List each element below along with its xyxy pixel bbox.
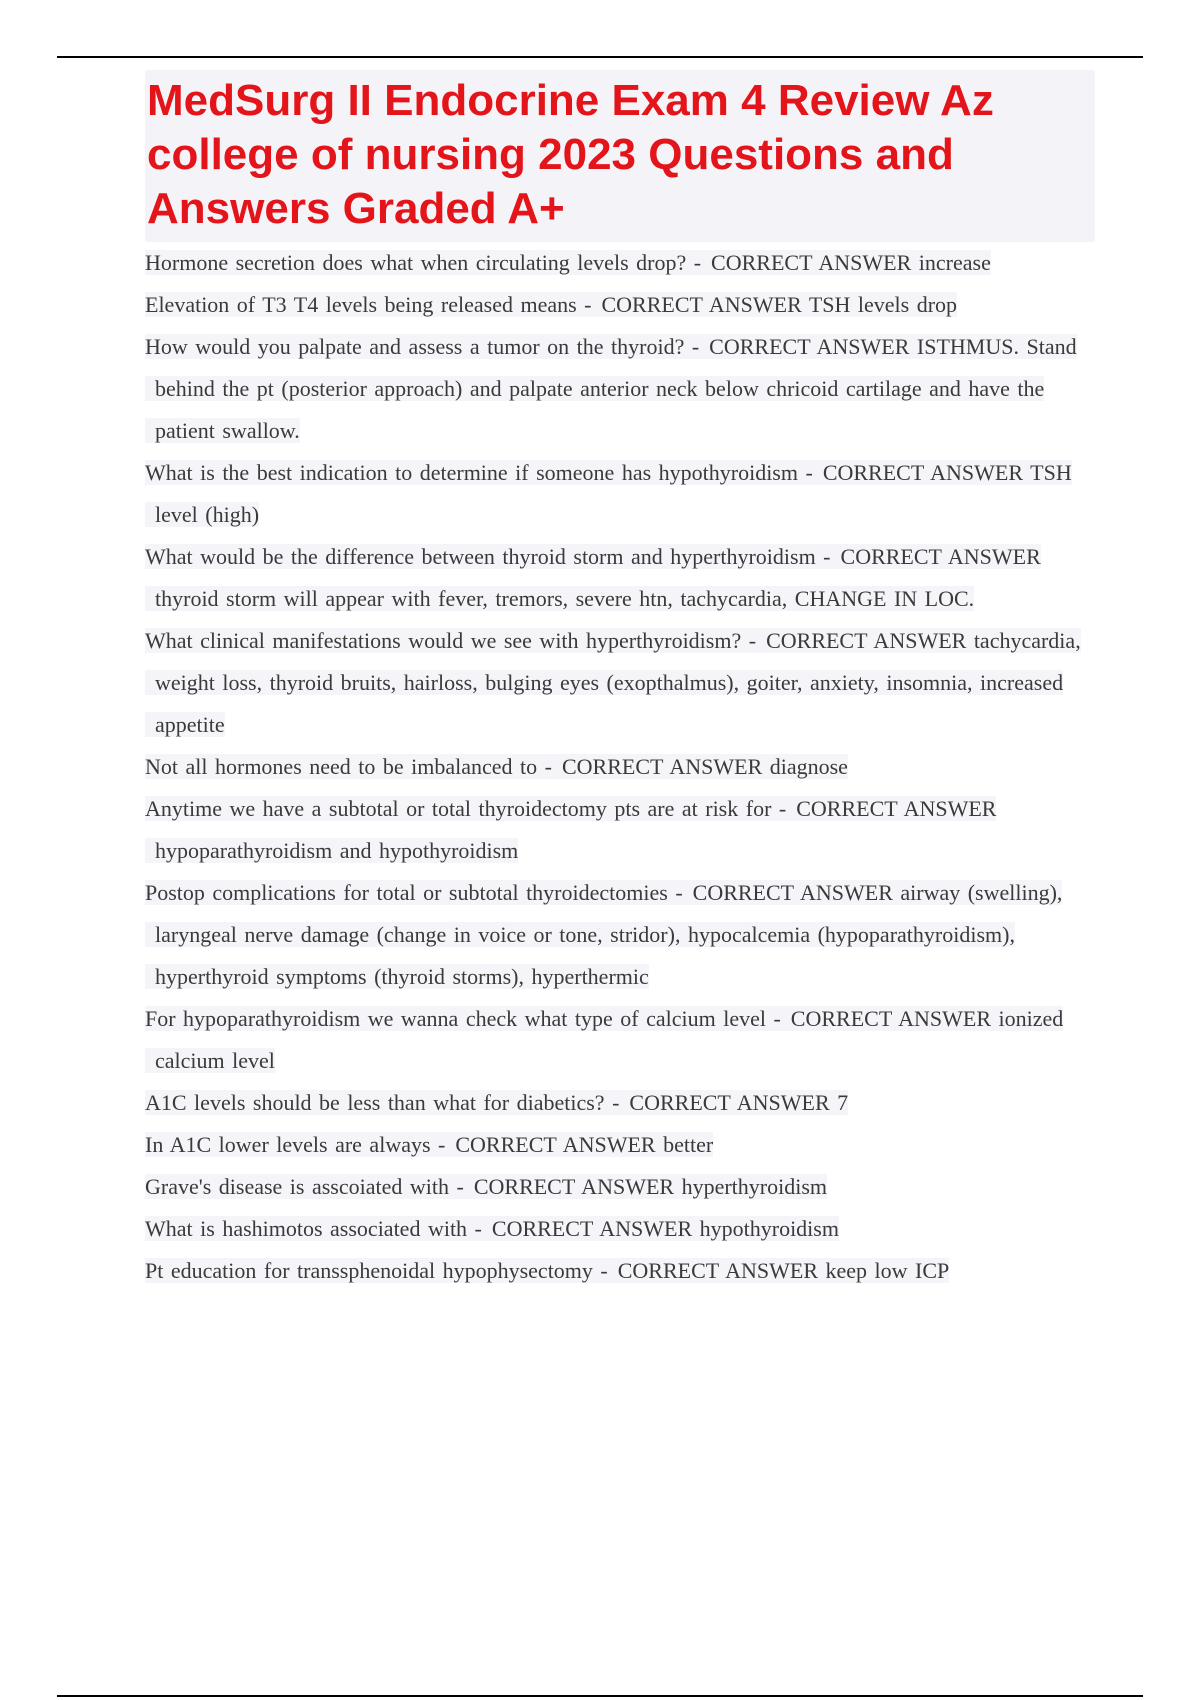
- question-text: What clinical manifestations would we see with hyperthyroidism? -: [145, 628, 757, 653]
- document-title: MedSurg II Endocrine Exam 4 Review Az college of nursing 2023 Questions and Answers Graded A+: [145, 70, 1095, 242]
- qa-item: [145, 788, 1095, 872]
- qa-item: [145, 620, 1095, 746]
- answer-text: CORRECT ANSWER hyperthyroidism: [464, 1174, 827, 1199]
- answer-text: CORRECT ANSWER tachycardia, weight loss, thyroid bruits, hairloss, bulging eyes (exopthalmus), goiter, anxiety, insomnia, increased appetite: [145, 628, 1081, 737]
- qa-item: [145, 998, 1095, 1082]
- qa-item: [145, 326, 1095, 452]
- answer-text: CORRECT ANSWER better: [445, 1132, 713, 1157]
- document-body: [145, 70, 1095, 1292]
- answer-text: CORRECT ANSWER ionized calcium level: [145, 1006, 1063, 1073]
- question-text: How would you palpate and assess a tumor on the thyroid? -: [145, 334, 700, 359]
- top-rule: [57, 56, 1143, 58]
- question-text: What is the best indication to determine if someone has hypothyroidism -: [145, 460, 813, 485]
- question-text: Grave's disease is asscoiated with -: [145, 1174, 464, 1199]
- question-text: Hormone secretion does what when circulating levels drop? -: [145, 250, 702, 275]
- qa-item: [145, 284, 1095, 326]
- answer-text: CORRECT ANSWER keep low ICP: [608, 1258, 950, 1283]
- qa-item: [145, 242, 1095, 284]
- qa-item: [145, 872, 1095, 998]
- question-text: Elevation of T3 T4 levels being released means -: [145, 292, 592, 317]
- answer-text: CORRECT ANSWER TSH level (high): [145, 460, 1072, 527]
- qa-item: [145, 452, 1095, 536]
- answer-text: CORRECT ANSWER thyroid storm will appear with fever, tremors, severe htn, tachycardia, CHANGE IN LOC.: [145, 544, 1041, 611]
- question-text: For hypoparathyroidism we wanna check what type of calcium level -: [145, 1006, 781, 1031]
- question-text: What would be the difference between thyroid storm and hyperthyroidism -: [145, 544, 831, 569]
- question-text: A1C levels should be less than what for diabetics? -: [145, 1090, 620, 1115]
- qa-item: [145, 1166, 1095, 1208]
- qa-item: [145, 1124, 1095, 1166]
- qa-list: [145, 242, 1095, 1292]
- question-text: Pt education for transsphenoidal hypophysectomy -: [145, 1258, 608, 1283]
- qa-item: [145, 746, 1095, 788]
- qa-item: [145, 1208, 1095, 1250]
- qa-item: [145, 1250, 1095, 1292]
- question-text: Anytime we have a subtotal or total thyroidectomy pts are at risk for -: [145, 796, 787, 821]
- answer-text: CORRECT ANSWER ISTHMUS. Stand behind the pt (posterior approach) and palpate anterior neck below chricoid cartilage and have the patient swallow.: [145, 334, 1077, 443]
- question-text: Postop complications for total or subtotal thyroidectomies -: [145, 880, 683, 905]
- answer-text: CORRECT ANSWER hypoparathyroidism and hypothyroidism: [145, 796, 996, 863]
- question-text: What is hashimotos associated with -: [145, 1216, 482, 1241]
- answer-text: CORRECT ANSWER airway (swelling), laryngeal nerve damage (change in voice or tone, stridor), hypocalcemia (hypoparathyroidism), hyperthyroid symptoms (thyroid storms), hyperthermic: [145, 880, 1062, 989]
- answer-text: CORRECT ANSWER TSH levels drop: [592, 292, 958, 317]
- question-text: In A1C lower levels are always -: [145, 1132, 446, 1157]
- question-text: Not all hormones need to be imbalanced to -: [145, 754, 552, 779]
- bottom-rule: [57, 1695, 1143, 1697]
- answer-text: CORRECT ANSWER 7: [619, 1090, 848, 1115]
- answer-text: CORRECT ANSWER hypothyroidism: [482, 1216, 839, 1241]
- answer-text: CORRECT ANSWER increase: [701, 250, 991, 275]
- qa-item: [145, 536, 1095, 620]
- qa-item: [145, 1082, 1095, 1124]
- answer-text: CORRECT ANSWER diagnose: [552, 754, 848, 779]
